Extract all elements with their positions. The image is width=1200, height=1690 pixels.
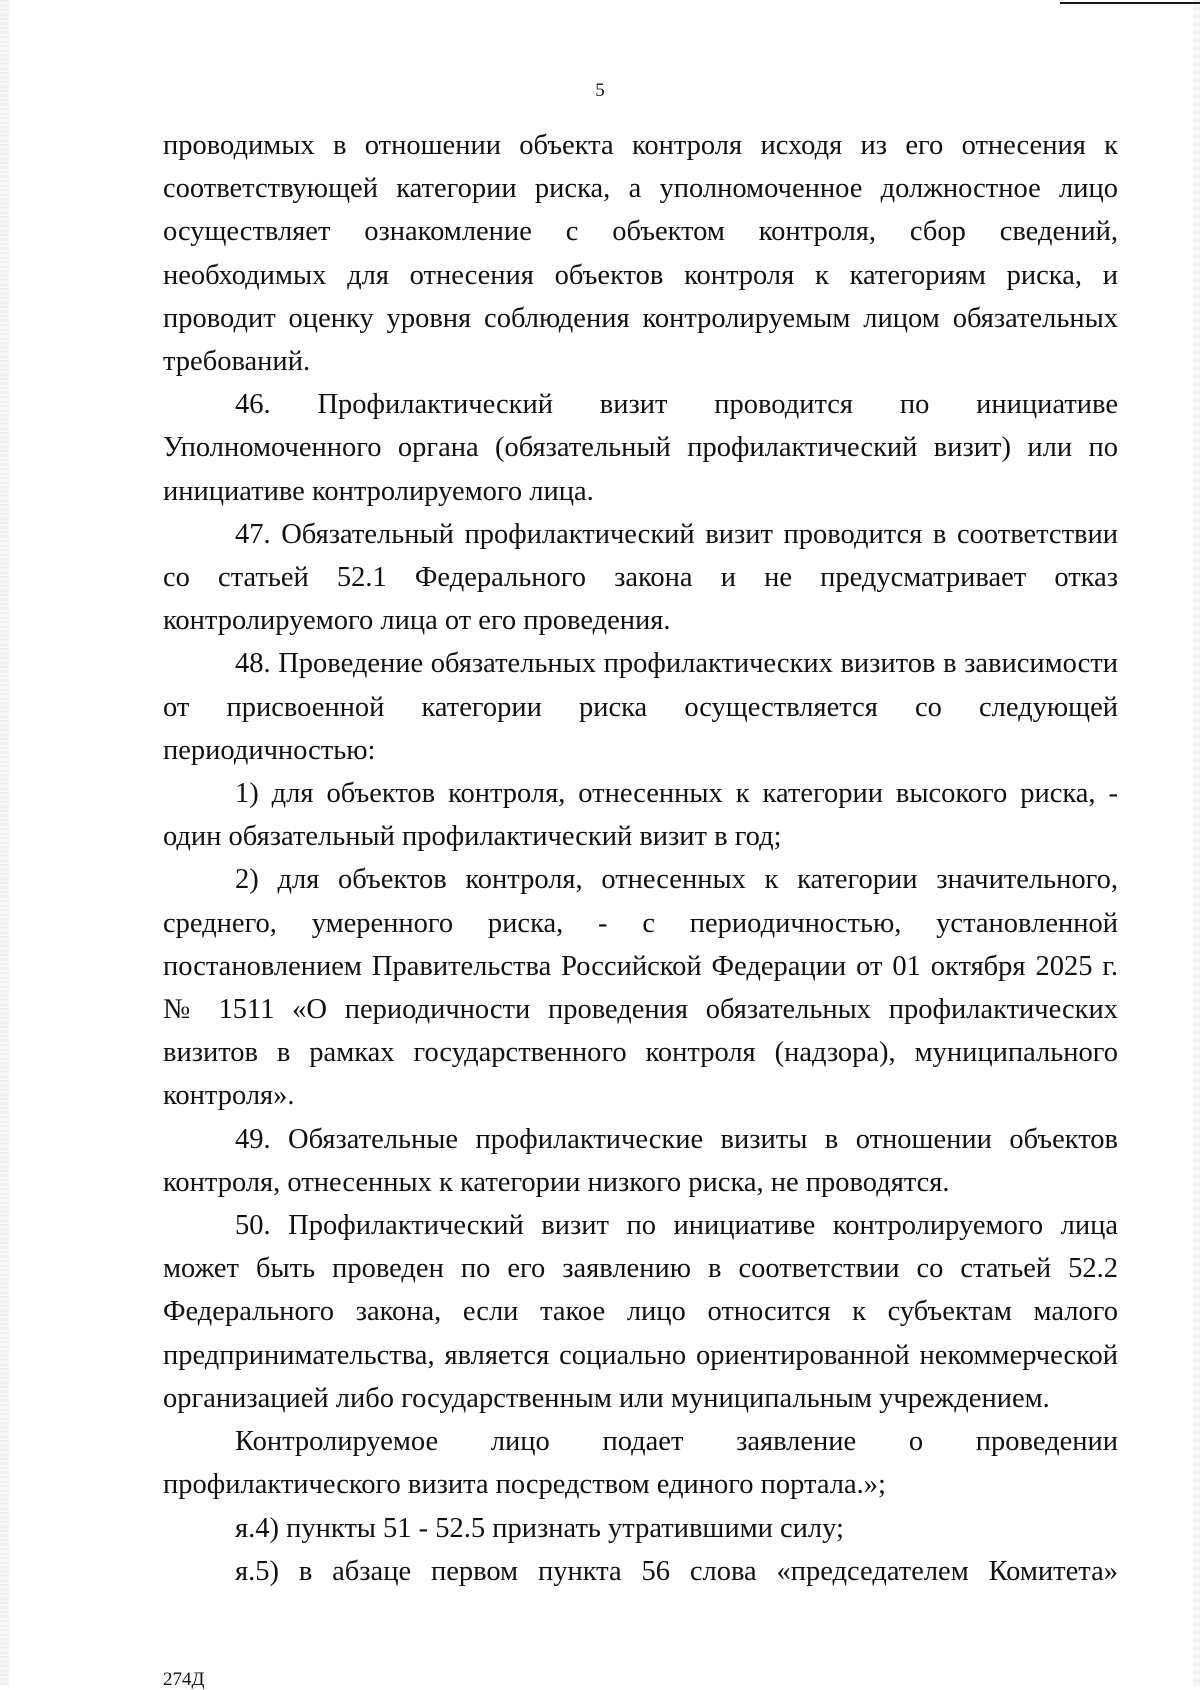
paragraph-application: Контролируемое лицо подает заявление о проведении профилактического визита посредством единого портала.»; <box>163 1426 1118 1501</box>
scan-edge-right <box>1193 0 1200 1686</box>
scan-edge-left <box>0 0 9 1686</box>
paragraph-continuation: проводимых в отношении объекта контроля исходя из его отнесения к соответствующей категории риска, а уполномоченное должностное лицо осуществляет ознакомление с объектом контроля, сбор сведений, необходимых для отнесения объектов контроля к категориям риска, и проводит оценку уровня соблюдения контролируемым лицом обязательных требований. <box>163 130 1118 378</box>
paragraph-48-item-2: 2) для объектов контроля, отнесенных к категории значительного, среднего, умеренного риска, - с периодичностью, установленной постановлением Правительства Российской Федерации от 01 октября 2025 г. № 1511 «О периодичности проведения обязательных профилактических визитов в рамках государственного контроля (надзора), муниципального контроля». <box>163 864 1118 1112</box>
document-code: 274Д <box>163 1669 205 1690</box>
amendment-ya4: я.4) пункты 51 - 52.5 признать утратившими силу; <box>235 1512 844 1544</box>
paragraph-47: 47. Обязательный профилактический визит проводится в соответствии со статьей 52.1 Федерального закона и не предусматривает отказ контролируемого лица от его проведения. <box>163 518 1118 637</box>
page-number: 5 <box>595 80 605 101</box>
document-body <box>163 124 1118 1593</box>
scan-top-line <box>1060 2 1200 4</box>
paragraph-49: 49. Обязательные профилактические визиты в отношении объектов контроля, отнесенных к категории низкого риска, не проводятся. <box>163 1123 1118 1198</box>
paragraph-48-item-1: 1) для объектов контроля, отнесенных к категории высокого риска, - один обязательный профилактический визит в год; <box>163 778 1118 853</box>
paragraph-48: 48. Проведение обязательных профилактических визитов в зависимости от присвоенной категории риска осуществляется со следующей периодичностью: <box>163 648 1118 766</box>
amendment-ya5: я.5) в абзаце первом пункта 56 слова «председателем Комитета» <box>235 1555 1118 1587</box>
paragraph-46: 46. Профилактический визит проводится по инициативе Уполномоченного органа (обязательный профилактический визит) или по инициативе контролируемого лица. <box>163 389 1118 507</box>
paragraph-50: 50. Профилактический визит по инициативе контролируемого лица может быть проведен по его заявлению в соответствии со статьей 52.2 Федерального закона, если такое лицо относится к субъектам малого предпринимательства, является социально ориентированной некоммерческой организацией либо государственным или муниципальным учреждением. <box>163 1210 1118 1414</box>
